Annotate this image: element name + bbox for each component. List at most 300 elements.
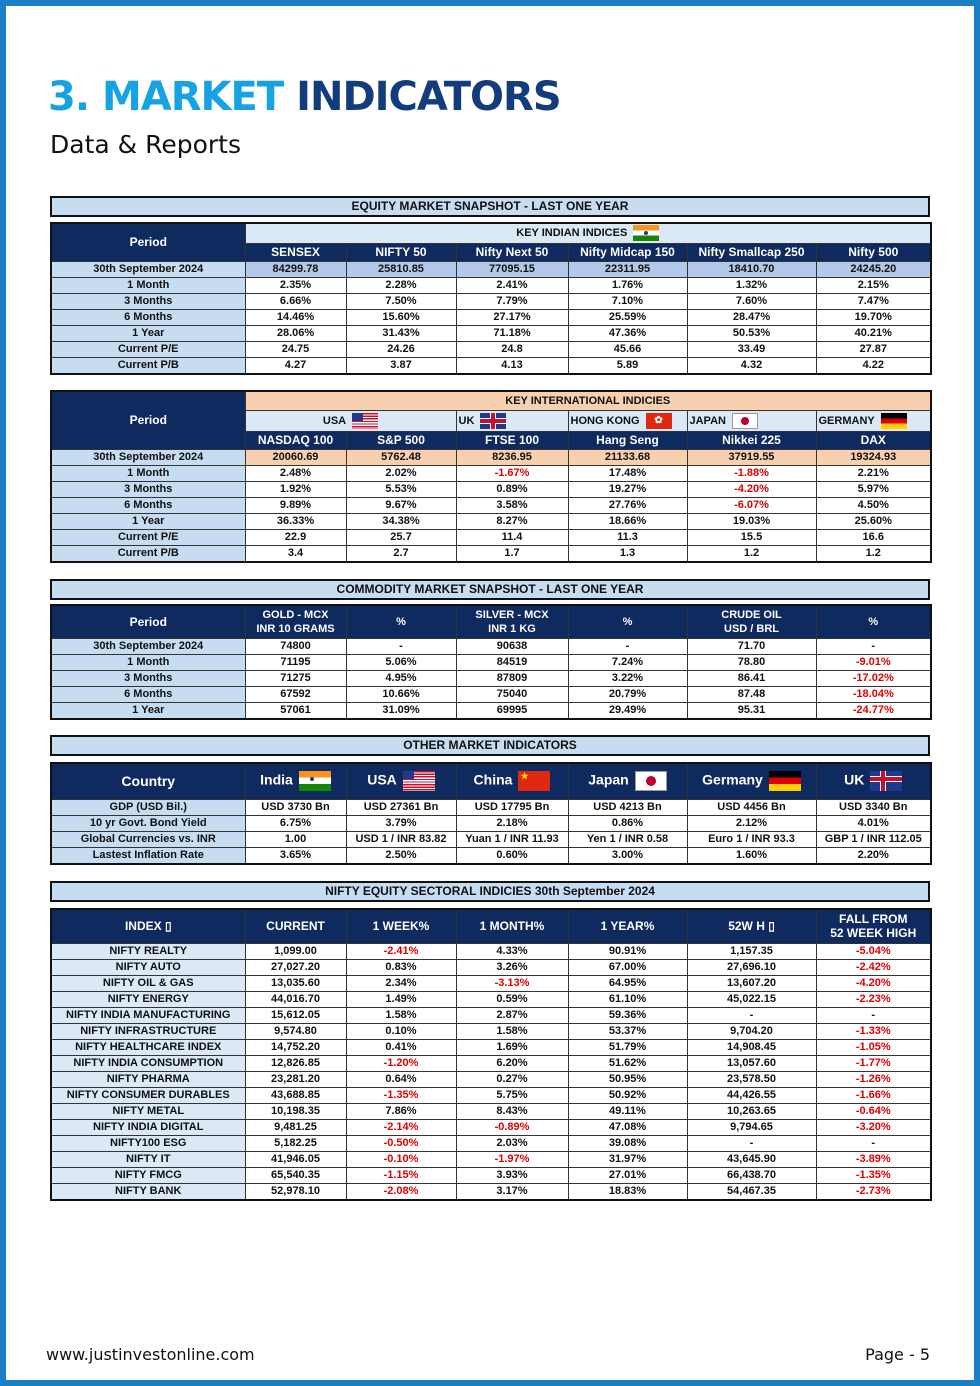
row-label (51, 959, 245, 975)
cell-value (456, 1039, 568, 1055)
row-label-text: Current P/E (117, 531, 179, 543)
cell-value (456, 799, 568, 815)
cell-value-text: -1.05% (855, 1041, 891, 1053)
cell-value (568, 1167, 687, 1183)
cell-value-text: -6.07% (734, 499, 769, 511)
cell-value-text: 31.43% (382, 327, 420, 339)
column-header (245, 431, 346, 449)
column-header (245, 605, 346, 638)
cell-value (816, 831, 931, 847)
cell-value-text: 8236.95 (492, 451, 532, 463)
country-header (816, 763, 931, 799)
cell-value (687, 991, 816, 1007)
table-row (51, 1167, 931, 1183)
row-label (51, 831, 245, 847)
table-row (51, 1183, 931, 1200)
column-header-text: CRUDE OIL (721, 608, 782, 621)
table-row (51, 638, 931, 654)
row-label (51, 481, 245, 497)
cell-value (568, 799, 687, 815)
cell-value-text: 43,688.85 (271, 1089, 320, 1101)
cell-value-text: 49.11% (609, 1105, 646, 1117)
in-flag-icon (299, 771, 331, 791)
cell-value (245, 815, 346, 831)
cell-value-text: -0.50% (383, 1137, 419, 1149)
cell-value-text: -24.77% (852, 704, 894, 716)
cell-value (568, 341, 687, 357)
cell-value (346, 309, 456, 325)
cell-value (568, 1039, 687, 1055)
cell-value-text: 27.17% (493, 311, 531, 323)
row-label (51, 449, 245, 465)
row-label-text: 1 Month (127, 467, 170, 479)
cell-value-text: 0.60% (496, 849, 528, 861)
column-header-text: GOLD - MCX (262, 608, 329, 621)
cell-value-text: 1,099.00 (274, 945, 317, 957)
cell-value-text: -3.89% (855, 1153, 891, 1165)
table-row (51, 1007, 931, 1023)
row-label-text: 10 yr Govt. Bond Yield (89, 817, 207, 829)
cell-value-text: 40.21% (854, 327, 892, 339)
cell-value-text: USD 3340 Bn (839, 801, 908, 813)
cell-value-text: 3.87 (390, 359, 412, 371)
table-row (51, 309, 931, 325)
cell-value (568, 513, 687, 529)
cell-value-text: 7.24% (611, 656, 644, 668)
row-label-text: NIFTY INFRASTRUCTURE (80, 1025, 217, 1037)
de-flag-icon (881, 413, 907, 429)
cell-value (456, 654, 568, 670)
cell-value-text: 1.58% (496, 1025, 528, 1037)
row-label (51, 293, 245, 309)
row-label (51, 638, 245, 654)
cell-value (687, 831, 816, 847)
cell-value (568, 686, 687, 702)
column-header-text: S&P 500 (377, 433, 425, 447)
row-label (51, 975, 245, 991)
period-header-text: Period (129, 413, 167, 428)
table-row (51, 1103, 931, 1119)
cell-value-text: 61.10% (608, 993, 647, 1005)
equity-section-title: EQUITY MARKET SNAPSHOT - LAST ONE YEAR (50, 196, 930, 217)
cell-value-text: 6.75% (279, 817, 312, 829)
cell-value-text: -1.33% (855, 1025, 891, 1037)
cell-value-text: 17.48% (608, 467, 647, 479)
footer-website-link[interactable]: www.justinvestonline.com (46, 1345, 255, 1364)
international-indices-table (50, 390, 932, 563)
cell-value (456, 815, 568, 831)
cell-value (816, 638, 931, 654)
cell-value (816, 293, 931, 309)
cell-value (245, 481, 346, 497)
row-label-text: NIFTY ENERGY (107, 993, 189, 1005)
cell-value (687, 529, 816, 545)
column-header-text: NIFTY 50 (375, 245, 427, 259)
cell-value (346, 545, 456, 562)
cell-value-text: 21133.68 (604, 451, 651, 463)
cell-value-text: 15,612.05 (271, 1009, 320, 1021)
table-row (51, 847, 931, 864)
cell-value (245, 959, 346, 975)
cell-value-text: 65,540.35 (271, 1169, 320, 1181)
cell-value-text: -4.20% (734, 483, 769, 495)
row-label-text: 1 Month (127, 656, 170, 668)
cell-value-text: 19.27% (608, 483, 647, 495)
cell-value (245, 638, 346, 654)
country-header (568, 410, 687, 431)
row-label-text: 6 Months (124, 311, 173, 323)
cell-value-text: 3.58% (496, 499, 528, 511)
cell-value-text: 7.60% (735, 295, 768, 307)
country-header (245, 763, 346, 799)
cell-value (456, 481, 568, 497)
cell-value (687, 357, 816, 374)
cell-value-text: -2.14% (383, 1121, 419, 1133)
country-header-text: USA (367, 771, 397, 788)
country-header-text: HONG KONG (570, 414, 640, 427)
cell-value (245, 1183, 346, 1200)
cell-value (568, 1071, 687, 1087)
cell-value (346, 481, 456, 497)
table-row (51, 975, 931, 991)
country-header (816, 410, 931, 431)
cell-value (816, 1167, 931, 1183)
column-header (568, 605, 687, 638)
column-subheader: INR 10 GRAMS (256, 622, 335, 635)
cell-value (245, 943, 346, 959)
cell-value (568, 325, 687, 341)
page-subtitle: Data & Reports (50, 130, 241, 159)
cell-value (346, 959, 456, 975)
column-header (456, 605, 568, 638)
row-label (51, 1039, 245, 1055)
group-header (245, 223, 931, 243)
column-header (568, 243, 687, 261)
cell-value (456, 847, 568, 864)
cell-value (346, 975, 456, 991)
table-row (51, 529, 931, 545)
cell-value (245, 1167, 346, 1183)
cell-value (816, 847, 931, 864)
page-title (48, 74, 561, 120)
cell-value-text: 57061 (280, 704, 311, 716)
row-label (51, 1135, 245, 1151)
cell-value-text: 45,022.15 (727, 993, 776, 1005)
table-row (51, 702, 931, 719)
indian-indices-table (50, 222, 932, 375)
cell-value-text: 2.03% (496, 1137, 528, 1149)
row-label (51, 670, 245, 686)
cell-value-text: 12,826.85 (271, 1057, 320, 1069)
column-header (568, 431, 687, 449)
column-header (245, 243, 346, 261)
jp-flag-icon (732, 413, 758, 429)
cell-value (687, 654, 816, 670)
cell-value-text: 28.06% (276, 327, 315, 339)
cell-value-text: 4.50% (857, 499, 889, 511)
cell-value (245, 670, 346, 686)
cell-value-text: 24245.20 (850, 263, 897, 275)
cell-value-text: USD 4456 Bn (717, 801, 786, 813)
cell-value (346, 686, 456, 702)
cell-value (346, 702, 456, 719)
column-header-text: 52W H ▯ (728, 919, 775, 934)
cell-value-text: -1.67% (494, 467, 530, 479)
row-label (51, 815, 245, 831)
cell-value (346, 991, 456, 1007)
cell-value (245, 1023, 346, 1039)
cell-value-text: 39.08% (608, 1137, 647, 1149)
cell-value (346, 670, 456, 686)
cell-value-text: 14.46% (276, 311, 315, 323)
country-header-text: China (473, 771, 513, 788)
cell-value (346, 465, 456, 481)
cell-value-text: -1.66% (855, 1089, 891, 1101)
table-row (51, 1087, 931, 1103)
cell-value (456, 529, 568, 545)
cell-value-text: 11.4 (501, 531, 523, 543)
cell-value (687, 686, 816, 702)
table-row (51, 481, 931, 497)
cell-value (456, 497, 568, 513)
row-label (51, 277, 245, 293)
cell-value-text: 9,574.80 (274, 1025, 317, 1037)
cell-value-text: 2.12% (735, 817, 768, 829)
cell-value (687, 638, 816, 654)
row-label (51, 799, 245, 815)
cell-value (456, 293, 568, 309)
cell-value (245, 702, 346, 719)
table-row (51, 465, 931, 481)
cell-value (568, 815, 687, 831)
cell-value (687, 1167, 816, 1183)
cell-value-text: -0.10% (383, 1153, 419, 1165)
cell-value-text: 5.75% (496, 1089, 528, 1101)
cell-value (687, 847, 816, 864)
cell-value-text: 3.22% (611, 672, 644, 684)
cell-value (568, 1183, 687, 1200)
cell-value-text: 34.38% (382, 515, 420, 527)
cell-value (816, 497, 931, 513)
table-row (51, 654, 931, 670)
cell-value (568, 702, 687, 719)
cell-value (816, 325, 931, 341)
column-header-text: 1 WEEK% (372, 919, 430, 934)
country-header-text: UK (844, 771, 865, 788)
row-label-text: NIFTY INDIA DIGITAL (93, 1121, 204, 1133)
cell-value-text: 16.6 (862, 531, 884, 543)
cell-value (816, 1103, 931, 1119)
cell-value-text: 25.59% (608, 311, 647, 323)
cell-value (456, 991, 568, 1007)
column-header-text: Nifty Next 50 (475, 245, 549, 259)
cell-value-text: 87809 (496, 672, 528, 684)
country-header-text: India (260, 771, 293, 788)
column-header-text: Nifty Smallcap 250 (698, 245, 805, 259)
cell-value-text: 1.32% (735, 279, 768, 291)
cell-value (816, 1055, 931, 1071)
column-header (346, 431, 456, 449)
cell-value (346, 1055, 456, 1071)
cell-value (687, 1103, 816, 1119)
cell-value-text: 13,035.60 (271, 977, 320, 989)
cell-value-text: 27,696.10 (727, 961, 776, 973)
cell-value-text: 1.2 (865, 547, 881, 559)
cell-value (346, 1167, 456, 1183)
cell-value (568, 497, 687, 513)
footer-page-number: Page - 5 (865, 1345, 930, 1364)
cell-value-text: 53.37% (608, 1025, 647, 1037)
column-header-text: 1 MONTH% (479, 919, 545, 934)
cell-value (346, 1087, 456, 1103)
cell-value (346, 638, 456, 654)
cell-value-text: Euro 1 / INR 93.3 (708, 833, 795, 845)
cell-value-text: - (749, 1009, 754, 1021)
cell-value-text: -1.35% (855, 1169, 891, 1181)
row-label-text: Current P/E (117, 343, 179, 355)
row-label-text: 6 Months (124, 688, 173, 700)
cell-value-text: 9,704.20 (730, 1025, 773, 1037)
table-row (51, 943, 931, 959)
table-row (51, 325, 931, 341)
cell-value-text: 71.18% (493, 327, 531, 339)
cell-value (456, 1007, 568, 1023)
cell-value-text: 50.95% (608, 1073, 647, 1085)
table-row (51, 686, 931, 702)
cell-value-text: 1.49% (385, 993, 417, 1005)
period-header (51, 605, 245, 638)
cell-value-text: -2.73% (855, 1185, 891, 1197)
cell-value (687, 341, 816, 357)
cell-value (346, 529, 456, 545)
cell-value-text: 50.92% (608, 1089, 647, 1101)
cell-value (346, 815, 456, 831)
cell-value (456, 261, 568, 277)
cell-value (456, 357, 568, 374)
header-row (51, 391, 931, 410)
cell-value-text: 95.31 (737, 704, 766, 716)
cell-value (687, 1135, 816, 1151)
cell-value (816, 991, 931, 1007)
cell-value (456, 1087, 568, 1103)
row-label (51, 465, 245, 481)
cell-value (568, 309, 687, 325)
cell-value-text: 47.08% (608, 1121, 647, 1133)
row-label (51, 325, 245, 341)
cell-value (346, 1023, 456, 1039)
column-header (456, 909, 568, 943)
column-header (346, 605, 456, 638)
cell-value-text: 24.8 (501, 343, 523, 355)
row-label-text: 1 Month (127, 279, 170, 291)
cell-value-text: 45.66 (613, 343, 642, 355)
cell-value (687, 261, 816, 277)
row-label (51, 654, 245, 670)
country-header (245, 410, 456, 431)
column-header-text: 1 YEAR% (600, 919, 655, 934)
cell-value (346, 799, 456, 815)
hk-flag-icon: ✿ (646, 413, 672, 429)
country-header (456, 763, 568, 799)
row-label-text: 1 Year (132, 327, 165, 339)
cell-value-text: -17.02% (852, 672, 894, 684)
cell-value-text: 54,467.35 (727, 1185, 776, 1197)
cell-value (456, 1055, 568, 1071)
cell-value (816, 277, 931, 293)
country-header-text: UK (458, 414, 475, 427)
us-flag-icon (352, 413, 378, 429)
cell-value-text: 2.02% (385, 467, 417, 479)
column-header-text: % (396, 615, 406, 628)
cell-value-text: 8.27% (496, 515, 528, 527)
cell-value-text: 67592 (280, 688, 311, 700)
cell-value (816, 1087, 931, 1103)
cell-value (245, 654, 346, 670)
cell-value (687, 815, 816, 831)
row-label-text: 3 Months (124, 483, 173, 495)
cell-value-text: 71275 (280, 672, 311, 684)
cell-value (687, 799, 816, 815)
cell-value (245, 357, 346, 374)
cell-value-text: 4.95% (385, 672, 417, 684)
cell-value (568, 545, 687, 562)
cell-value-text: 5762.48 (381, 451, 421, 463)
cell-value-text: 25.7 (390, 531, 412, 543)
cell-value-text: 3.17% (496, 1185, 528, 1197)
uk-flag-icon (870, 771, 902, 791)
cell-value (816, 1039, 931, 1055)
row-label (51, 341, 245, 357)
cell-value-text: 4.27 (284, 359, 307, 371)
cell-value (456, 943, 568, 959)
row-label (51, 1151, 245, 1167)
cell-value-text: 1.7 (504, 547, 520, 559)
cell-value-text: 36.33% (276, 515, 315, 527)
row-label-text: 6 Months (124, 499, 173, 511)
cell-value-text: 2.21% (857, 467, 889, 479)
cell-value (687, 1071, 816, 1087)
cell-value (245, 1055, 346, 1071)
cell-value (346, 277, 456, 293)
cell-value-text: -2.41% (383, 945, 419, 957)
cell-value-text: 10,198.35 (271, 1105, 320, 1117)
cell-value-text: - (871, 1137, 876, 1149)
row-label (51, 1023, 245, 1039)
group-header-text: KEY INDIAN INDICES (516, 227, 628, 240)
country-header-text: Japan (588, 771, 629, 788)
column-header-text: Nifty 500 (848, 245, 899, 259)
cell-value (687, 1055, 816, 1071)
row-label-text: NIFTY PHARMA (106, 1073, 190, 1085)
table-row (51, 261, 931, 277)
cell-value-text: -3.20% (855, 1121, 891, 1133)
cell-value (456, 975, 568, 991)
column-header-text: DAX (860, 433, 886, 447)
cell-value-text: 9,794.65 (730, 1121, 773, 1133)
table-row (51, 513, 931, 529)
cell-value-text: 18410.70 (728, 263, 775, 275)
row-label (51, 545, 245, 562)
column-header (816, 909, 931, 943)
cell-value (568, 261, 687, 277)
cell-value (346, 341, 456, 357)
row-label (51, 1007, 245, 1023)
cell-value-text: 78.80 (737, 656, 766, 668)
row-label (51, 1087, 245, 1103)
table-row (51, 670, 931, 686)
cell-value (816, 529, 931, 545)
cell-value-text: 4.32 (740, 359, 763, 371)
